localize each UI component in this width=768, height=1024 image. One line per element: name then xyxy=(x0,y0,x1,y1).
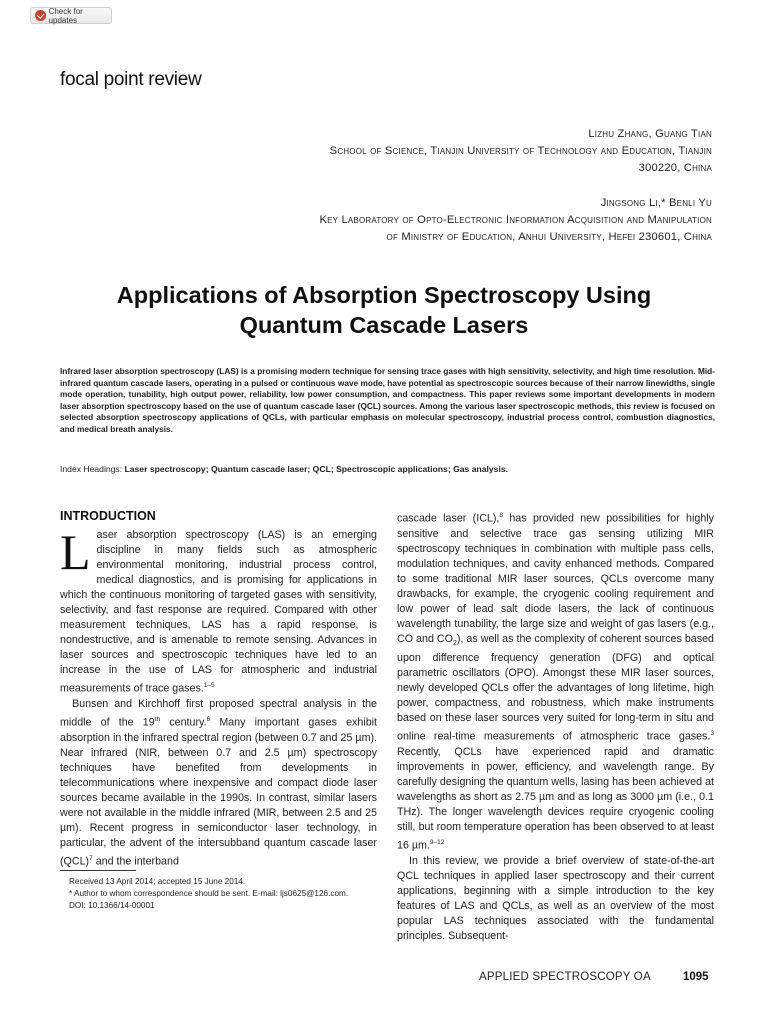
citation: 8 xyxy=(499,512,504,519)
affiliation-1-line-1: School of Science, Tianjin University of Technology and Education, Tianjin xyxy=(329,145,712,157)
intro-paragraph-2: Bunsen and Kirchhoff first proposed spectral analysis in the middle of the 19th century.$^6$ Many important gases exhibit absorption in the infrared spectral region (between 0.7 and 25 µm). Near infrared (NIR, between 0.7 and 2.5 µm) spectroscopy techniques have benefited from developments in telecommunications where inexpensive and compact diode laser sources became available in the 1990s. In contrast, similar lasers were not available in the middle infrared (MIR, between 2.5 and 25 µm). Recent progress in semiconductor laser technology, in particular, the advent of the intersubband quantum cascade laser (QCL)$^7$ and the interband xyxy=(60,698,377,868)
affiliation-1-line-2: 300220, China xyxy=(638,162,712,174)
citation: 3 xyxy=(710,730,714,738)
abstract: Infrared laser absorption spectroscopy (LAS) is a promising modern technique for sensing trace gases with high sensitivity, selectivity, and high time resolution. Mid-infrared quantum cascade lasers, operating in a pulsed or continuous wave mode, have potential as spectroscopic sources because of their narrow linewidths, single mode operation, tunability, high output power, reliability, low power consumption, and compactness. This paper reviews some important developments in modern laser absorption spectroscopy based on the use of quantum cascade laser (QCL) sources. Among the various laser spectroscopic methods, this review is focused on selected absorption spectroscopy applications of QCLs, with particular emphasis on molecular spectroscopy, industrial process control, combustion diagnostics, and medical breath analysis. xyxy=(60,366,715,434)
title-line-1: Applications of Absorption Spectroscopy Using xyxy=(116,282,652,308)
check-icon xyxy=(35,10,46,21)
footnote-received: Received 13 April 2014; accepted 15 June 2014. xyxy=(69,877,246,886)
footer-page-number: 1095 xyxy=(683,971,709,983)
intro-paragraph-3: In this review, we provide a brief overview of state-of-the-art QCL techniques in applied laser spectroscopy and their current applications, beginning with a simple introduction to the key features of LAS and QCLs, as well as an overview of the most popular LAS techniques associated with the fundamental principles. Subsequent- xyxy=(397,854,714,943)
index-headings xyxy=(60,464,508,474)
index-headings-terms: Laser spectroscopy; Quantum cascade laser; QCL; Spectroscopic applications; Gas analysis. xyxy=(124,464,509,474)
intro-paragraph-1: Laser absorption spectroscopy (LAS) is an emerging discipline in many fields such as atmospheric environmental monitoring, industrial process control, medical diagnostics, and is promising for applications in which the continuous monitoring of targeted gases with sensitivity, selectivity, and fast response are required. Compared with other measurement techniques, LAS has a rapid response, is nondestructive, and is amenable to remote sensing. Advances in laser sources and spectroscopic techniques have led to an increase in the use of LAS for atmospheric and industrial measurements of trace gases.$^{1-5}$ xyxy=(60,524,377,696)
title-line-2: Quantum Cascade Lasers xyxy=(239,312,529,338)
check-for-updates-badge[interactable] xyxy=(30,7,112,24)
index-headings-label: Index Headings: xyxy=(60,464,123,474)
section-label: focal point review xyxy=(60,69,202,90)
affiliation-2-line-1: Key Laboratory of Opto-Electronic Information Acquisition and Manipulation xyxy=(319,214,712,226)
author-group-1 xyxy=(330,126,712,177)
footnote-correspondence: * Author to whom correspondence should be sent. E-mail: ljs0625@126.com. xyxy=(69,889,349,898)
footer-journal-name: APPLIED SPECTROSCOPY OA xyxy=(479,971,651,983)
affiliation-2-line-2: of Ministry of Education, Anhui University, Hefei 230601, China xyxy=(386,231,712,243)
intro-paragraph-2-cont: cascade laser (ICL),$^8$ has provided new possibilities for highly sensitive and selective trace gas sensing utilizing MIR spectroscopy techniques in combination with multiple pass cells, modulation techniques, and cavity enhanced methods. Compared to some traditional MIR laser sources, QCLs overcome many drawbacks, for example, the cryogenic cooling requirement and low power of lead salt diode lasers, the lack of continuous wavelength tunability, the large size and weight of gas lasers (e.g., CO and $CO_2$), as well as the complexity of coherent sources based upon difference frequency generation (DFG) and optical parametric oscillators (OPO). Amongst these MIR laser sources, newly developed QCLs offer the advantages of long lifetime, high power, compactness, and robustness, which make instruments based on these laser sources very suited for long-term in situ and online real-time measurements of atmospheric trace gases.$^3$ Recently, QCLs have experienced rapid and dramatic improvements in power, efficiency, and wavelength range. By carefully designing the quantum wells, lasing has been achieved at wavelengths as short as 2.75 µm and as long as 3000 µm (i.e., 0.1 THz). The longer wavelength devices require cryogenic cooling still, but room temperature operation has been observed to at least 16 µm.$^{9-12}$ xyxy=(397,512,714,852)
author-names-2: Jingsong Li,* Benli Yu xyxy=(600,197,712,209)
author-group-2 xyxy=(319,195,712,246)
footnotes xyxy=(60,876,377,912)
body-column-right xyxy=(397,508,714,944)
footnote-rule xyxy=(60,870,136,871)
footnote-doi: DOI: 10.1366/14-00001 xyxy=(69,901,155,910)
citation: 6 xyxy=(206,716,211,724)
citation: 7 xyxy=(89,855,93,863)
drop-cap: L xyxy=(60,524,91,580)
citation: 1–5 xyxy=(203,682,215,690)
check-for-updates-label: Check for updates xyxy=(48,6,83,25)
introduction-heading: INTRODUCTION xyxy=(60,509,156,523)
article-title xyxy=(40,280,728,340)
citation: 9–12 xyxy=(429,839,445,847)
author-names-1: Lizhu Zhang, Guang Tian xyxy=(588,128,712,140)
body-column-left xyxy=(60,524,377,870)
